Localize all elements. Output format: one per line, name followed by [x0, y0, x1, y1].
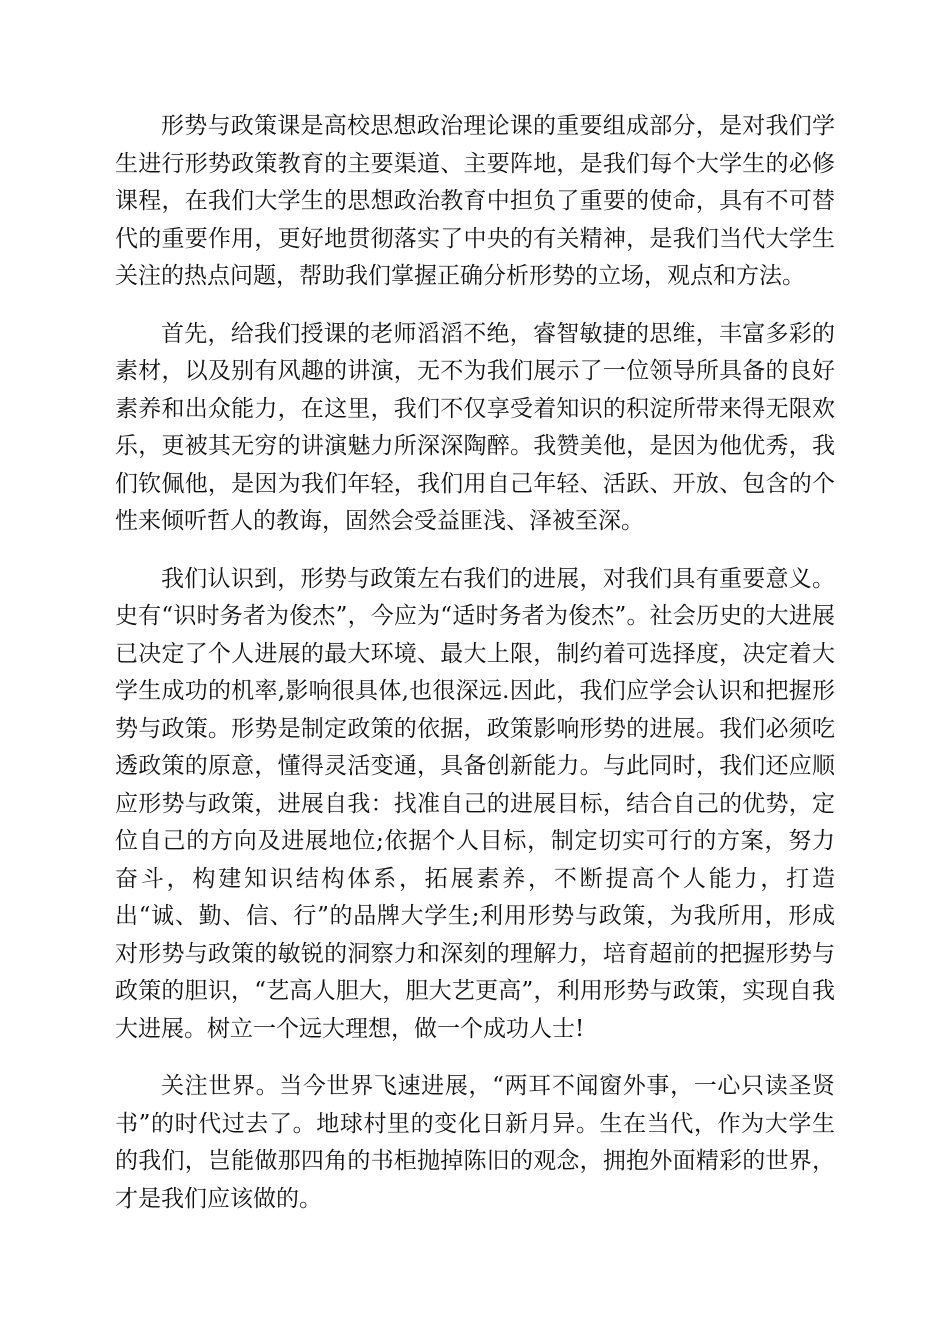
paragraph-3: 我们认识到，形势与政策左右我们的进展，对我们具有重要意义。史有“识时务者为俊杰”，今应为“适时务者为俊杰”。社会历史的大进展已决定了个人进展的最大环境、最大上限，制约着可选择度，决定着大学生成功的机率,影响很具体,也很深远.因此，我们应学会认识和把握形势与政策。形势是制定政策的依据，政策影响形势的进展。我们必须吃透政策的原意，懂得灵活变通，具备创新能力。与此同时，我们还应顺应形势与政策，进展自我：找准自己的进展目标，结合自己的优势，定位自己的方向及进展地位;依据个人目标，制定切实可行的方案，努力奋斗，构建知识结构体系，拓展素养，不断提高个人能力，打造出“诚、勤、信、行”的品牌大学生;利用形势与政策，为我所用，形成对形势与政策的敏锐的洞察力和深刻的理解力，培育超前的把握形势与政策的胆识，“艺高人胆大，胆大艺更高”，利用形势与政策，实现自我大进展。树立一个远大理想，做一个成功人士! — [115, 565, 835, 1042]
paragraph-4: 关注世界。当今世界飞速进展，“两耳不闻窗外事，一心只读圣贤书”的时代过去了。地球村里的变化日新月异。生在当代，作为大学生的我们，岂能做那四角的书柜抛掉陈旧的观念，拥抱外面精彩的世界，才是我们应该做的。 — [115, 1073, 835, 1212]
paragraph-1: 形势与政策课是高校思想政治理论课的重要组成部分，是对我们学生进行形势政策教育的主要渠道、主要阵地，是我们每个大学生的必修课程，在我们大学生的思想政治教育中担负了重要的使命，具有不可替代的重要作用，更好地贯彻落实了中央的有关精神，是我们当代大学生关注的热点问题，帮助我们掌握正确分析形势的立场，观点和方法。 — [115, 113, 835, 289]
document-page — [115, 108, 835, 1218]
paragraph-2: 首先，给我们授课的老师滔滔不绝，睿智敏捷的思维，丰富多彩的素材，以及别有风趣的讲演，无不为我们展示了一位领导所具备的良好素养和出众能力，在这里，我们不仅享受着知识的积淀所带来得无限欢乐，更被其无穷的讲演魅力所深深陶醉。我赞美他，是因为他优秀，我们钦佩他，是因为我们年轻，我们用自己年轻、活跃、开放、包含的个性来倾听哲人的教诲，固然会受益匪浅、泽被至深。 — [115, 320, 835, 534]
